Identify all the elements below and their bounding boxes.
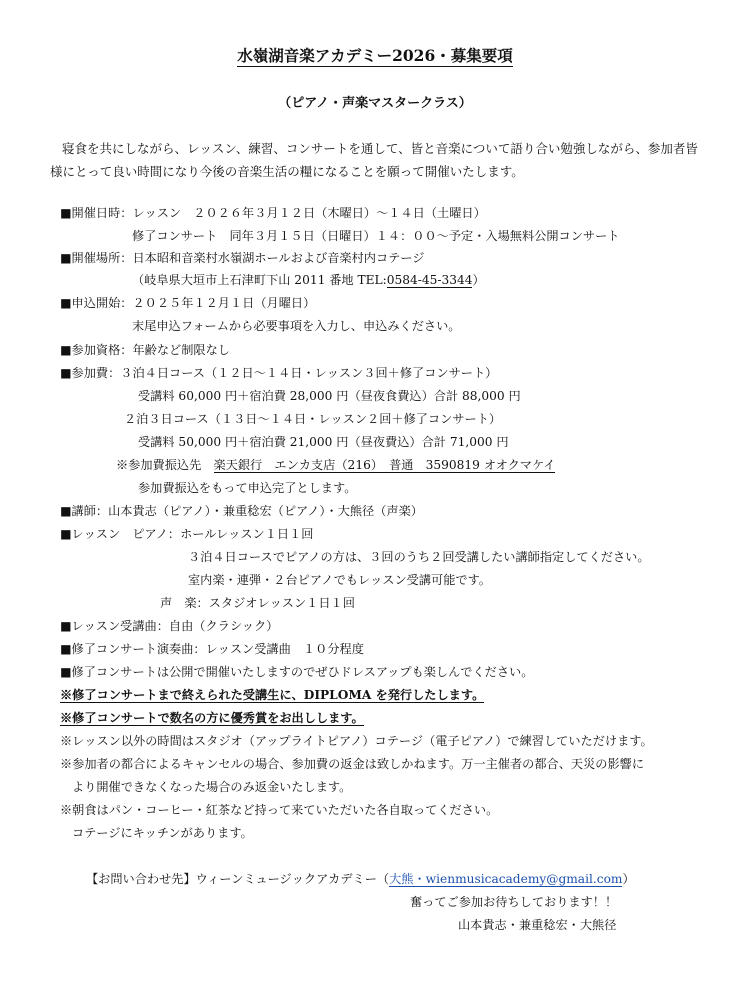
fee-course1-detail: 受講料 60,000 円＋宿泊費 28,000 円（昼夜食費込）合計 88,000 円 [138,389,521,403]
contact-line: 【お問い合わせ先】ウィーンミュージックアカデミー（大熊・wienmusicacademy@gmail.com） [86,872,635,886]
instructors-line: ■講師：山本貴志（ピアノ）・兼重稔宏（ピアノ）・大熊径（声楽） [60,504,423,518]
award-notice: ※修了コンサートで数名の方に優秀賞をお出しします。 [60,711,364,725]
repertoire-line: ■レッスン受講曲：自由（クラシック） [60,619,279,633]
schedule-concert-line: 修了コンサート 同年３月１５日（日曜日）１４：００～予定・入場無料公開コンサート [132,229,620,243]
lesson-vocal-line: 声 楽：スタジオレッスン１日１回 [160,596,355,610]
bank-transfer-line: ※参加費振込先 楽天銀行 エンカ支店（216） 普通 3590819 オオクマケイ [116,458,556,472]
kitchen-note: コテージにキッチンがあります。 [72,826,253,840]
document-subtitle: （ピアノ・声楽マスタークラス） [278,96,472,111]
breakfast-note: ※朝食はパン・コーヒー・紅茶など持って来ていただいた各自取ってください。 [60,803,499,817]
venue-phone-link[interactable]: 0584-45-3344 [386,273,473,287]
fee-course2-line: ２泊３日コース（１３日～１４日・レッスン２回＋修了コンサート） [124,412,502,426]
practice-note: ※レッスン以外の時間はスタジオ（アップライトピアノ）コテージ（電子ピアノ）で練習していただけます。 [60,734,653,748]
venue-address-line: （岐阜県大垣市上石津町下山 2011 番地 TEL:0584-45-3344） [132,273,485,287]
document-title: 水嶺湖音楽アカデミー2026・募集要項 [237,46,513,65]
lesson-piano-line: ■レッスン ピアノ：ホールレッスン１日１回 [60,527,314,541]
schedule-line: ■開催日時：レッスン ２０２６年３月１２日（木曜日）～１４日（土曜日） [60,206,486,220]
fee-course2-detail: 受講料 50,000 円＋宿泊費 21,000 円（昼夜費込）合計 71,000 円 [138,435,509,449]
venue-line: ■開催場所：日本昭和音楽村水嶺湖ホールおよび音楽村内コテージ [60,251,425,265]
diploma-notice: ※修了コンサートまで終えられた受講生に、DIPLOMA を発行したします。 [60,688,485,702]
eligibility-line: ■参加資格：年齢など制限なし [60,343,230,357]
signature: 山本貴志・兼重稔宏・大熊径 [458,918,617,932]
closing-message: 奮ってご参加お待ちしております！！ [410,895,618,909]
lesson-piano-note1: ３泊４日コースでピアノの方は、３回のうち２回受講したい講師指定してください。 [188,550,650,564]
application-start-line: ■申込開始：２０２５年１２月１日（月曜日） [60,296,316,310]
intro-paragraph: 寝食を共にしながら、レッスン、練習、コンサートを通して、皆と音楽について語り合い勉強しながら、参加者皆様にとって良い時間になり今後の音楽生活の糧になることを願って開催いたします。 [50,141,698,179]
bank-details: 楽天銀行 エンカ支店（216） 普通 3590819 オオクマケイ [213,458,556,472]
cancel-note-cont: より開催できなくなった場合のみ返金いたします。 [72,780,352,794]
contact-email-link[interactable]: 大熊・wienmusicacademy@gmail.com [389,872,623,886]
concert-repertoire-line: ■修了コンサート演奏曲：レッスン受講曲 １０分程度 [60,642,364,656]
bank-transfer-note: 参加費振込をもって申込完了とします。 [138,481,357,495]
concert-dress-line: ■修了コンサートは公開で開催いたしますのでぜひドレスアップも楽しんでください。 [60,665,534,679]
application-form-line: 末尾申込フォームから必要事項を入力し、申込みください。 [132,319,461,333]
lesson-piano-note2: 室内楽・連弾・２台ピアノでもレッスン受講可能です。 [188,573,491,587]
fee-course1-line: ■参加費：３泊４日コース（１２日～１４日・レッスン３回＋修了コンサート） [60,366,498,380]
cancel-note: ※参加者の都合によるキャンセルの場合、参加費の返金は致しかねます。万一主催者の都合、天災の影響に [60,757,645,771]
